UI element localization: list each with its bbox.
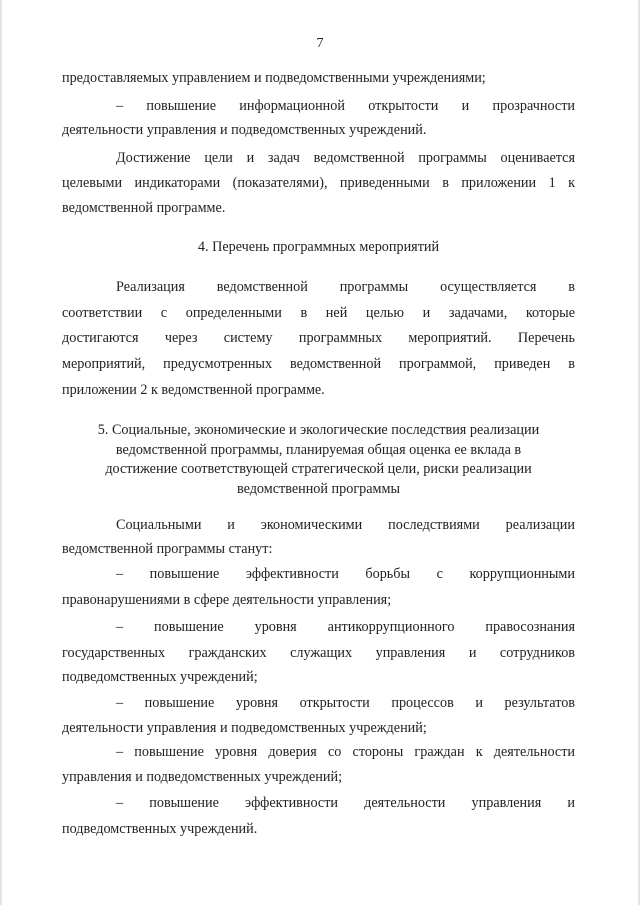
list-item-line: деятельности управления и подведомственных учреждений; [62,720,427,736]
list-item-line: – повышение эффективности борьбы с коррупционными [116,566,575,582]
paragraph-line: мероприятий, предусмотренных ведомственной программой, приведен в [62,356,575,372]
section-5-heading-line: 5. Социальные, экономические и экологические последствия реализации [97,422,540,438]
paragraph-line: ведомственной программе. [62,200,226,216]
list-item-line: подведомственных учреждений. [62,821,258,837]
paragraph-line: приложении 2 к ведомственной программе. [62,382,325,398]
section-5-heading-line: достижение соответствующей стратегической цели, риски реализации [105,461,532,477]
scan-edge-left [0,0,2,905]
paragraph-line: целевыми индикаторами (показателями), приведенными в приложении 1 к [62,175,575,191]
list-item-line: управления и подведомственных учреждений; [62,769,343,785]
section-5-heading-line: ведомственной программы, планируемая общая оценка ее вклада в [115,442,522,458]
paragraph-line: Достижение цели и задач ведомственной программы оценивается [116,150,575,166]
section-5-heading-line: ведомственной программы [236,481,401,497]
list-item-line: – повышение эффективности деятельности управления и [116,795,575,811]
list-item-line: правонарушениями в сфере деятельности управления; [62,592,392,608]
paragraph-line: Реализация ведомственной программы осуществляется в [116,279,575,295]
text-line: предоставляемых управлением и подведомственными учреждениями; [62,70,486,86]
list-item-line: – повышение уровня доверия со стороны граждан к деятельности [116,744,575,760]
page-number: 7 [316,36,324,51]
list-item-line: – повышение уровня антикоррупционного правосознания [116,619,575,635]
paragraph-line: Социальными и экономическими последствиями реализации [116,517,575,533]
text-line: деятельности управления и подведомственных учреждений. [62,122,427,138]
list-item-line: государственных гражданских служащих управления и сотрудников [62,645,575,661]
list-item-line: – повышение уровня открытости процессов и результатов [116,695,575,711]
section-4-heading: 4. Перечень программных мероприятий [197,239,440,255]
list-item-line: – повышение информационной открытости и прозрачности [116,98,575,114]
list-item-line: подведомственных учреждений; [62,669,258,685]
paragraph-line: соответствии с определенными в ней целью и задачами, которые [62,305,575,321]
paragraph-line: достигаются через систему программных мероприятий. Перечень [62,330,575,346]
paragraph-line: ведомственной программы станут: [62,541,273,557]
